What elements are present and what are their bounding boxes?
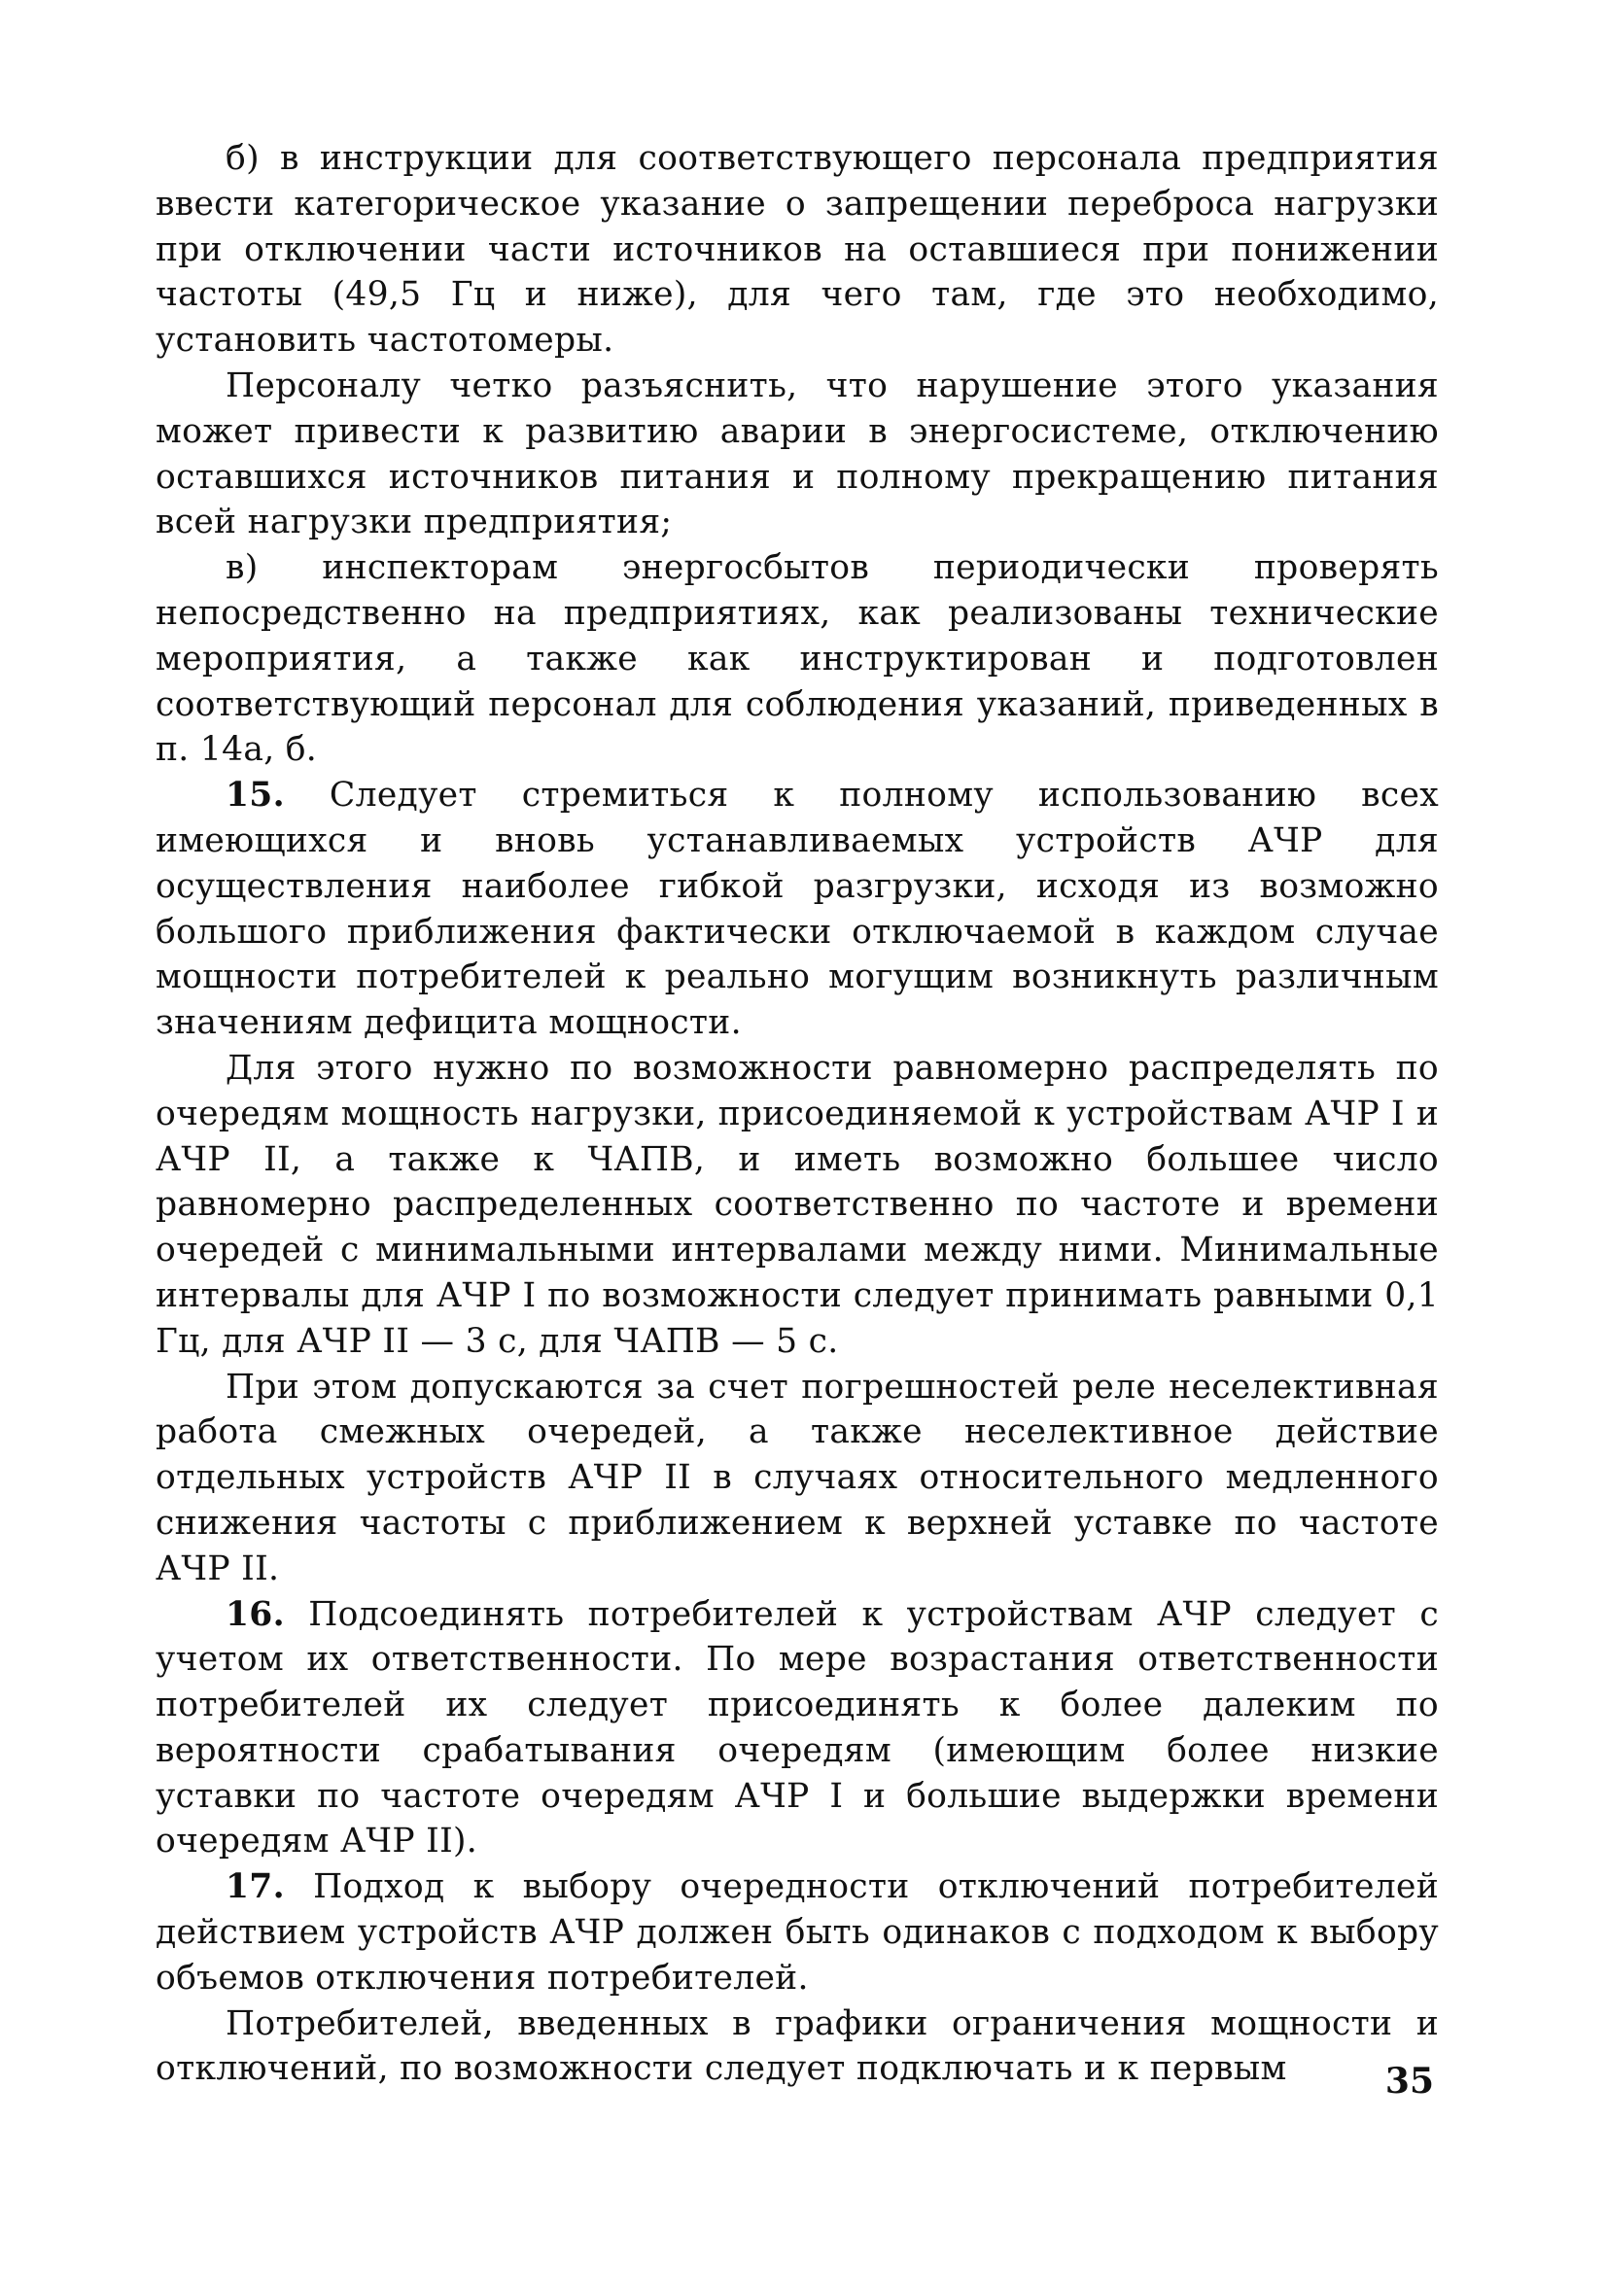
page-number: 35 <box>1384 2061 1434 2102</box>
paragraph-text: в) инспекторам энергосбытов периодически проверять непосредственно на предприятиях, как реализованы технические мероприятия, а также как инструктирован и подготовлен соответствующий персонал для соблюдения указаний, приведенных в п. 14а, б. <box>156 548 1439 770</box>
paragraph-text: Следует стремиться к полному использованию всех имеющихся и вновь устанавливаемых устройств АЧР для осуществления наиболее гибкой разгрузки, исходя из возможно большого приближения фактически отключаемой в каждом случае мощности потребителей к реально могущим возникнуть различным значениям дефицита мощности. <box>156 776 1439 1043</box>
document-body <box>156 136 1439 2092</box>
paragraph-item-15 <box>156 773 1439 1046</box>
item-number: 17. <box>226 1867 285 1907</box>
paragraph-b <box>156 136 1439 364</box>
paragraph-text: Для этого нужно по возможности равномерно распределять по очередям мощность нагрузки, присоединяемой к устройствам АЧР I и АЧР II, а также к ЧАПВ, и иметь возможно большее число равномерно распределенных соответственно по частоте и времени очередей с минимальными интервалами между ними. Минимальные интервалы для АЧР I по возможности следует принимать равными 0,1 Гц, для АЧР II — 3 с, для ЧАПВ — 5 с. <box>156 1048 1439 1361</box>
paragraph-v <box>156 545 1439 773</box>
paragraph-text: Персоналу четко разъяснить, что нарушение этого указания может привести к развитию аварии в энергосистеме, отключению оставшихся источников питания и полному прекращению питания всей нагрузки предприятия; <box>156 365 1439 542</box>
paragraph-consumers <box>156 2001 1439 2093</box>
paragraph-nonselective <box>156 1365 1439 1592</box>
paragraph-item-17 <box>156 1864 1439 2000</box>
paragraph-text: Подход к выбору очередности отключений потребителей действием устройств АЧР должен быть одинаков с подходом к выбору объемов отключения потребителей. <box>156 1867 1439 1998</box>
paragraph-text: При этом допускаются за счет погрешностей реле неселективная работа смежных очередей, а также неселективное действие отдельных устройств АЧР II в случаях относительного медленного снижения частоты с приближением к верхней уставке по частоте АЧР II. <box>156 1367 1439 1588</box>
paragraph-text: Потребителей, введенных в графики ограничения мощности и отключений, по возможности следует подключать и к первым <box>156 2003 1439 2089</box>
paragraph-text: Подсоединять потребителей к устройствам АЧР следует с учетом их ответственности. По мере возрастания ответственности потребителей их следует присоединять к более далеким по вероятности срабатывания очередям (имеющим более низкие уставки по частоте очередям АЧР I и большие выдержки времени очередям АЧР II). <box>156 1594 1439 1861</box>
paragraph-item-16 <box>156 1592 1439 1865</box>
item-number: 15. <box>226 776 285 816</box>
paragraph-text: б) в инструкции для соответствующего персонала предприятия ввести категорическое указание о запрещении переброса нагрузки при отключении части источников на оставшиеся при понижении частоты (49,5 Гц и ниже), для чего там, где это необходимо, установить частотомеры. <box>156 139 1439 361</box>
paragraph-distribution <box>156 1046 1439 1365</box>
paragraph-personnel <box>156 364 1439 545</box>
item-number: 16. <box>226 1594 285 1634</box>
